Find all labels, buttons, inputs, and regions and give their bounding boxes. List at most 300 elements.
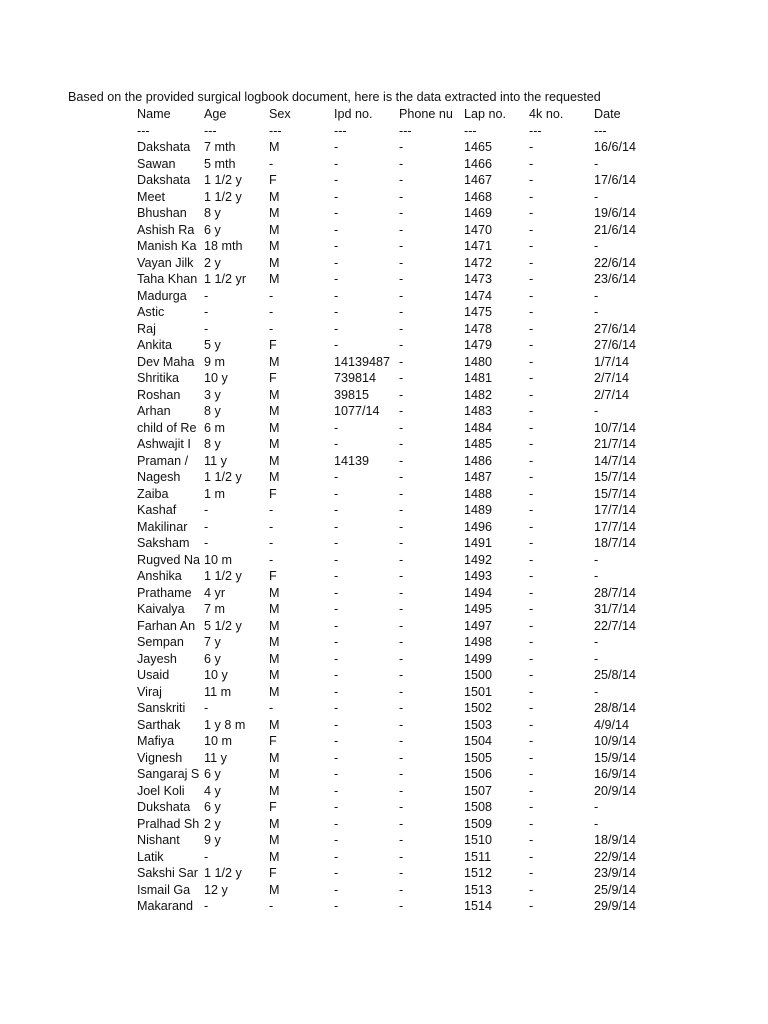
table-row: [133, 618, 655, 635]
cell-4k: -: [529, 552, 534, 567]
cell-sex: M: [269, 470, 280, 484]
cell-lap: 1485: [464, 437, 493, 451]
cell-ipd: -: [334, 602, 339, 616]
cell-sex: F: [269, 800, 277, 814]
cell-phone: -: [399, 222, 404, 237]
cell-ipd: -: [334, 222, 339, 237]
cell-4k: -: [529, 437, 534, 451]
cell-phone: -: [399, 635, 404, 649]
cell-phone: -: [399, 420, 404, 435]
cell-name: Anshika: [137, 569, 182, 583]
cell-4k: -: [529, 239, 534, 253]
cell-name: Dev Maha: [137, 354, 195, 369]
cell-ipd: -: [334, 486, 339, 501]
table-row: [133, 255, 655, 272]
cell-name: Sempan: [137, 635, 184, 649]
header-phone: Phone nu: [399, 107, 453, 121]
cell-ipd: -: [334, 173, 339, 187]
header-lap: Lap no.: [464, 107, 507, 121]
table-row: [133, 486, 655, 503]
table-row: [133, 898, 655, 915]
cell-phone: -: [399, 255, 404, 270]
table-row: [133, 601, 655, 618]
cell-date: 27/6/14: [594, 321, 637, 336]
table-row: [133, 420, 655, 437]
cell-date: 16/9/14: [594, 767, 637, 781]
cell-lap: 1491: [464, 536, 493, 550]
cell-phone: -: [399, 206, 404, 220]
cell-sex: F: [269, 866, 277, 880]
cell-phone: -: [399, 866, 404, 880]
cell-sex: -: [269, 701, 274, 715]
cell-lap: 1492: [464, 552, 493, 567]
cell-date: 17/6/14: [594, 173, 637, 187]
cell-4k: -: [529, 288, 534, 303]
cell-name: Joel Koli: [137, 783, 185, 798]
cell-phone: -: [399, 371, 404, 385]
cell-lap: 1470: [464, 222, 493, 237]
cell-date: 17/7/14: [594, 519, 637, 534]
cell-lap: 1506: [464, 767, 493, 781]
cell-sex: M: [269, 750, 280, 765]
cell-4k: -: [529, 387, 534, 402]
cell-name: Latik: [137, 849, 164, 864]
cell-sex: M: [269, 882, 280, 897]
table-row: [133, 519, 655, 536]
cell-4k: -: [529, 486, 534, 501]
cell-lap: 1508: [464, 800, 493, 814]
table-row: [133, 403, 655, 420]
cell-age: 6 y: [204, 800, 221, 814]
cell-ipd: -: [334, 783, 339, 798]
cell-date: -: [594, 189, 599, 204]
cell-lap: 1503: [464, 717, 493, 732]
cell-4k: -: [529, 206, 534, 220]
table-row: [133, 354, 655, 371]
table-row: [133, 370, 655, 387]
header-row: [133, 106, 655, 123]
cell-date: 10/9/14: [594, 734, 637, 748]
cell-ipd: -: [334, 800, 339, 814]
header-age: Age: [204, 107, 227, 121]
cell-ipd: -: [334, 569, 339, 583]
cell-ipd: 14139487: [334, 354, 391, 369]
cell-ipd: -: [334, 684, 339, 699]
cell-lap: 1478: [464, 321, 493, 336]
cell-sex: M: [269, 816, 280, 831]
table-row: [133, 585, 655, 602]
cell-4k: -: [529, 816, 534, 831]
cell-sex: -: [269, 519, 274, 534]
cell-age: 1 1/2 y: [204, 189, 242, 204]
cell-ipd: 14139: [334, 453, 370, 468]
cell-date: -: [594, 404, 599, 418]
cell-sex: M: [269, 635, 280, 649]
cell-lap: 1473: [464, 272, 493, 286]
cell-phone: -: [399, 585, 404, 600]
cell-name: Sarthak: [137, 717, 181, 732]
cell-4k: -: [529, 602, 534, 616]
cell-age: 7 m: [204, 602, 226, 616]
cell-4k: -: [529, 882, 534, 897]
cell-lap: 1484: [464, 420, 493, 435]
cell-date: 22/6/14: [594, 255, 637, 270]
cell-4k: -: [529, 503, 534, 517]
table-row: [133, 634, 655, 651]
cell-4k: -: [529, 717, 534, 732]
cell-name: Kaivalya: [137, 602, 185, 616]
cell-age: -: [204, 503, 209, 517]
table-body: [133, 106, 655, 915]
cell-phone: -: [399, 717, 404, 732]
cell-age: 18 mth: [204, 239, 243, 253]
cell-date: 27/6/14: [594, 338, 637, 352]
cell-age: 4 y: [204, 783, 221, 798]
cell-4k: -: [529, 272, 534, 286]
cell-name: Kashaf: [137, 503, 177, 517]
cell-sex: -: [269, 899, 274, 913]
cell-4k: -: [529, 569, 534, 583]
cell-lap: 1500: [464, 668, 493, 682]
cell-date: -: [594, 156, 599, 171]
cell-date: 4/9/14: [594, 717, 630, 732]
cell-phone: -: [399, 387, 404, 402]
cell-date: -: [594, 816, 599, 831]
cell-sex: M: [269, 783, 280, 798]
cell-name: Dukshata: [137, 800, 191, 814]
table-row: [133, 502, 655, 519]
cell-date: -: [594, 569, 599, 583]
cell-age: 8 y: [204, 206, 221, 220]
cell-lap: 1507: [464, 783, 493, 798]
cell-ipd: -: [334, 536, 339, 550]
cell-age: 1 1/2 y: [204, 470, 242, 484]
cell-age: 11 y: [204, 453, 227, 468]
table-row: [133, 799, 655, 816]
cell-name: Ashish Ra: [137, 222, 195, 237]
cell-ipd: -: [334, 882, 339, 897]
cell-4k: -: [529, 173, 534, 187]
cell-lap: 1497: [464, 618, 493, 633]
header-name: Name: [137, 107, 171, 121]
cell-age: 6 y: [204, 222, 221, 237]
table-row: [133, 304, 655, 321]
cell-name: Dakshata: [137, 140, 191, 154]
cell-ipd: 1077/14: [334, 404, 380, 418]
cell-sex: M: [269, 651, 280, 666]
table-row: [133, 387, 655, 404]
table-row: [133, 832, 655, 849]
cell-date: 22/7/14: [594, 618, 637, 633]
cell-phone: -: [399, 354, 404, 369]
cell-ipd: -: [334, 767, 339, 781]
cell-sex: M: [269, 272, 280, 286]
cell-lap: 1509: [464, 816, 493, 831]
cell-ipd: -: [334, 833, 339, 847]
table-row: [133, 238, 655, 255]
cell-sex: M: [269, 239, 280, 253]
cell-lap: 1466: [464, 156, 493, 171]
cell-sex: M: [269, 420, 280, 435]
cell-age: 1 1/2 y: [204, 569, 242, 583]
cell-date: 16/6/14: [594, 140, 637, 154]
cell-phone: -: [399, 437, 404, 451]
cell-lap: 1514: [464, 899, 493, 913]
cell-date: 21/7/14: [594, 437, 637, 451]
cell-name: Nishant: [137, 833, 180, 847]
cell-lap: 1475: [464, 305, 493, 319]
cell-ipd: -: [334, 899, 339, 913]
cell-phone: -: [399, 701, 404, 715]
cell-age: -: [204, 321, 209, 336]
cell-name: Ashwajit I: [137, 437, 191, 451]
cell-sex: M: [269, 437, 280, 451]
cell-sex: F: [269, 569, 277, 583]
cell-4k: -: [529, 189, 534, 204]
cell-lap: 1513: [464, 882, 493, 897]
cell-sex: M: [269, 684, 280, 699]
cell-phone: -: [399, 156, 404, 171]
cell-name: Dakshata: [137, 173, 191, 187]
table-row: [133, 222, 655, 239]
cell-date: -: [594, 239, 599, 253]
intro-text: Based on the provided surgical logbook document, here is the data extracted into the requested: [68, 90, 601, 104]
cell-age: 2 y: [204, 255, 221, 270]
cell-phone: -: [399, 470, 404, 484]
cell-4k: -: [529, 585, 534, 600]
cell-4k: -: [529, 750, 534, 765]
table-row: [133, 717, 655, 734]
cell-ipd: -: [334, 321, 339, 336]
cell-phone: -: [399, 503, 404, 517]
separator-cell: ---: [594, 123, 607, 138]
cell-lap: 1502: [464, 701, 493, 715]
table-row: [133, 568, 655, 585]
cell-date: 17/7/14: [594, 503, 637, 517]
table-row: [133, 436, 655, 453]
table-row: [133, 337, 655, 354]
separator-cell: ---: [204, 123, 217, 138]
cell-date: 2/7/14: [594, 387, 630, 402]
cell-name: Shritika: [137, 371, 179, 385]
cell-age: -: [204, 701, 209, 715]
cell-date: 31/7/14: [594, 602, 637, 616]
table-row: [133, 321, 655, 338]
cell-sex: -: [269, 288, 274, 303]
cell-lap: 1482: [464, 387, 493, 402]
cell-name: Ismail Ga: [137, 882, 191, 897]
cell-4k: -: [529, 354, 534, 369]
cell-phone: -: [399, 618, 404, 633]
cell-age: 4 yr: [204, 585, 226, 600]
cell-lap: 1480: [464, 354, 493, 369]
cell-sex: M: [269, 717, 280, 732]
cell-age: 8 y: [204, 437, 221, 451]
cell-lap: 1494: [464, 585, 493, 600]
cell-ipd: -: [334, 552, 339, 567]
separator-cell: ---: [529, 123, 542, 138]
cell-sex: M: [269, 618, 280, 633]
cell-4k: -: [529, 734, 534, 748]
cell-age: -: [204, 899, 209, 913]
table-row: [133, 453, 655, 470]
cell-age: 5 y: [204, 338, 221, 352]
cell-date: 20/9/14: [594, 783, 637, 798]
cell-sex: M: [269, 189, 280, 204]
cell-4k: -: [529, 635, 534, 649]
cell-date: -: [594, 800, 599, 814]
cell-ipd: -: [334, 849, 339, 864]
cell-age: 11 y: [204, 750, 227, 765]
cell-phone: -: [399, 800, 404, 814]
cell-name: Sawan: [137, 156, 176, 171]
table-row: [133, 816, 655, 833]
table-row: [133, 733, 655, 750]
cell-phone: -: [399, 882, 404, 897]
table-row: [133, 700, 655, 717]
cell-phone: -: [399, 684, 404, 699]
cell-ipd: -: [334, 437, 339, 451]
cell-phone: -: [399, 486, 404, 501]
cell-name: Sanskriti: [137, 701, 186, 715]
cell-date: 25/8/14: [594, 668, 637, 682]
cell-date: 28/7/14: [594, 585, 637, 600]
cell-age: 10 y: [204, 371, 228, 385]
cell-ipd: -: [334, 156, 339, 171]
cell-sex: -: [269, 536, 274, 550]
cell-date: 19/6/14: [594, 206, 637, 220]
cell-lap: 1498: [464, 635, 493, 649]
cell-lap: 1468: [464, 189, 493, 204]
cell-ipd: -: [334, 717, 339, 732]
cell-date: -: [594, 684, 599, 699]
table-row: [133, 205, 655, 222]
cell-name: Sakshi Sar: [137, 866, 198, 880]
cell-name: Taha Khan: [137, 272, 198, 286]
cell-sex: -: [269, 305, 274, 319]
table-row: [133, 684, 655, 701]
cell-date: 1/7/14: [594, 354, 630, 369]
table-row: [133, 766, 655, 783]
cell-phone: -: [399, 140, 404, 154]
cell-ipd: -: [334, 866, 339, 880]
cell-lap: 1511: [464, 849, 492, 864]
cell-sex: -: [269, 156, 274, 171]
cell-lap: 1488: [464, 486, 493, 501]
table-row: [133, 750, 655, 767]
cell-phone: -: [399, 404, 404, 418]
table-row: [133, 139, 655, 156]
cell-name: Saksham: [137, 536, 190, 550]
cell-phone: -: [399, 173, 404, 187]
cell-4k: -: [529, 833, 534, 847]
cell-phone: -: [399, 899, 404, 913]
cell-name: Roshan: [137, 387, 181, 402]
cell-date: -: [594, 552, 599, 567]
cell-sex: M: [269, 453, 280, 468]
cell-age: 5 1/2 y: [204, 618, 242, 633]
cell-4k: -: [529, 519, 534, 534]
cell-lap: 1496: [464, 519, 493, 534]
header-date: Date: [594, 107, 621, 121]
cell-sex: M: [269, 833, 280, 847]
cell-phone: -: [399, 305, 404, 319]
cell-age: 12 y: [204, 882, 228, 897]
cell-name: Makilinar: [137, 519, 188, 534]
cell-ipd: -: [334, 618, 339, 633]
cell-age: 5 mth: [204, 156, 236, 171]
cell-ipd: -: [334, 189, 339, 204]
cell-4k: -: [529, 470, 534, 484]
cell-name: Nagesh: [137, 470, 181, 484]
cell-4k: -: [529, 140, 534, 154]
cell-date: 10/7/14: [594, 420, 637, 435]
cell-age: -: [204, 288, 209, 303]
cell-ipd: -: [334, 288, 339, 303]
cell-4k: -: [529, 404, 534, 418]
cell-date: 14/7/14: [594, 453, 637, 468]
table-row: [133, 783, 655, 800]
cell-sex: -: [269, 503, 274, 517]
cell-phone: -: [399, 536, 404, 550]
cell-phone: -: [399, 272, 404, 286]
cell-name: Vayan Jilk: [137, 255, 194, 270]
cell-lap: 1467: [464, 173, 493, 187]
cell-4k: -: [529, 866, 534, 880]
cell-age: 2 y: [204, 816, 221, 831]
cell-ipd: -: [334, 305, 339, 319]
cell-ipd: -: [334, 503, 339, 517]
cell-ipd: 39815: [334, 387, 370, 402]
cell-age: 11 m: [204, 684, 232, 699]
cell-name: child of Re: [137, 420, 197, 435]
cell-age: 6 y: [204, 651, 221, 666]
cell-name: Usaid: [137, 668, 170, 682]
cell-date: 18/9/14: [594, 833, 637, 847]
cell-name: Raj: [137, 321, 156, 336]
cell-date: -: [594, 305, 599, 319]
cell-date: 15/7/14: [594, 486, 637, 501]
cell-sex: -: [269, 552, 274, 567]
cell-name: Meet: [137, 189, 165, 204]
table-row: [133, 189, 655, 206]
cell-age: -: [204, 849, 209, 864]
cell-date: -: [594, 288, 599, 303]
cell-sex: F: [269, 734, 277, 748]
cell-lap: 1512: [464, 866, 493, 880]
table-row: [133, 271, 655, 288]
cell-name: Pralhad Sh: [137, 816, 200, 831]
cell-phone: -: [399, 519, 404, 534]
cell-lap: 1487: [464, 470, 493, 484]
cell-lap: 1499: [464, 651, 493, 666]
cell-ipd: -: [334, 255, 339, 270]
table-row: [133, 156, 655, 173]
cell-lap: 1465: [464, 140, 493, 154]
cell-date: 2/7/14: [594, 371, 630, 385]
table-row: [133, 172, 655, 189]
cell-4k: -: [529, 668, 534, 682]
table-row: [133, 651, 655, 668]
cell-ipd: -: [334, 140, 339, 154]
cell-name: Sangaraj S: [137, 767, 200, 781]
cell-sex: M: [269, 354, 280, 369]
cell-lap: 1469: [464, 206, 493, 220]
cell-ipd: 739814: [334, 371, 377, 385]
cell-lap: 1471: [464, 239, 493, 253]
cell-phone: -: [399, 833, 404, 847]
cell-name: Viraj: [137, 684, 162, 699]
